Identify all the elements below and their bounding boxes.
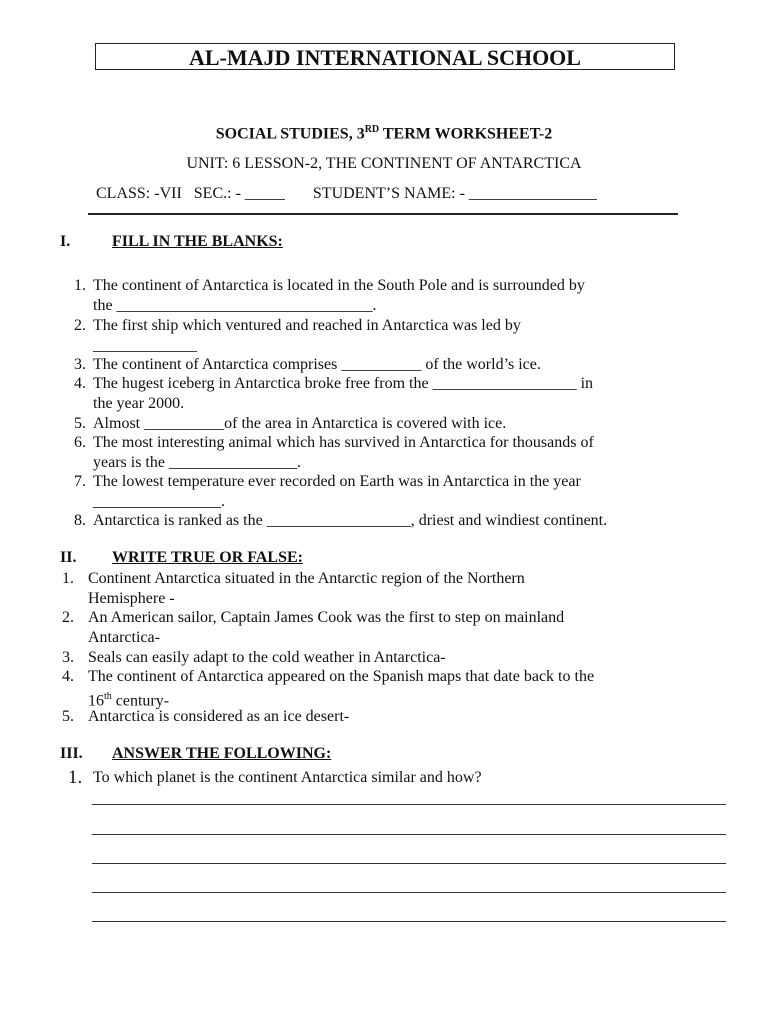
answer-line[interactable] [92, 921, 726, 922]
ordinal-suffix: th [104, 691, 112, 702]
section-title: FILL IN THE BLANKS: [112, 233, 283, 250]
item-text: the ________________________________. [93, 297, 377, 314]
school-name: AL-MAJD INTERNATIONAL SCHOOL [95, 43, 675, 70]
item-text: Seals can easily adapt to the cold weather in Antarctica- [88, 649, 446, 666]
item-text: Antarctica is ranked as the __________________, driest and windiest continent. [93, 512, 608, 529]
title-superscript: RD [364, 124, 380, 135]
section-title: WRITE TRUE OR FALSE: [112, 549, 303, 566]
item-number: 1. [74, 277, 86, 294]
item-text: the year 2000. [93, 395, 185, 412]
section-number: III. [60, 745, 83, 762]
section-number: I. [60, 233, 71, 250]
item-text: Hemisphere - [88, 590, 175, 607]
class-student-line: CLASS: -VII SEC.: - _____ STUDENT’S NAME: - ________________ [96, 185, 597, 202]
item-text: The continent of Antarctica appeared on the Spanish maps that date back to the [88, 668, 595, 685]
item-number: 5. [62, 708, 74, 725]
item-text: The hugest iceberg in Antarctica broke free from the __________________ in [93, 375, 594, 392]
item-text: Antarctica is considered as an ice desert- [88, 708, 350, 725]
item-number: 2. [62, 609, 74, 626]
item-text: The most interesting animal which has survived in Antarctica for thousands of [93, 434, 594, 451]
answer-line[interactable] [92, 804, 726, 805]
item-number: 5. [74, 415, 86, 432]
item-number: 6. [74, 434, 86, 451]
item-text: Continent Antarctica situated in the Antarctic region of the Northern [88, 570, 525, 587]
item-text: The first ship which ventured and reached in Antarctica was led by [93, 317, 521, 334]
section-title: ANSWER THE FOLLOWING: [112, 745, 332, 762]
item-text: Antarctica- [88, 629, 160, 646]
item-text: Almost __________of the area in Antarctica is covered with ice. [93, 415, 507, 432]
item-number: 2. [74, 317, 86, 334]
header-divider [88, 213, 678, 215]
item-number: 8. [74, 512, 86, 529]
ordinal-number: 16 [88, 692, 104, 710]
answer-line[interactable] [92, 892, 726, 893]
item-text: years is the ________________. [93, 454, 301, 471]
item-number: 4. [74, 375, 86, 392]
item-number: 1. [62, 570, 74, 587]
item-text-tail: century- [111, 692, 170, 710]
item-number: 7. [74, 473, 86, 490]
item-text: The lowest temperature ever recorded on Earth was in Antarctica in the year [93, 473, 581, 490]
worksheet-title [0, 124, 768, 143]
answer-line[interactable] [92, 834, 726, 835]
unit-line: UNIT: 6 LESSON-2, THE CONTINENT OF ANTARCTICA [186, 155, 582, 172]
section-number: II. [60, 549, 77, 566]
title-post: TERM WORKSHEET-2 [379, 125, 553, 143]
title-pre: SOCIAL STUDIES, 3 [215, 125, 365, 143]
item-number: 3. [62, 649, 74, 666]
item-text: _____________ [93, 337, 197, 354]
answer-line[interactable] [92, 863, 726, 864]
item-number: 4. [62, 668, 74, 685]
item-text: To which planet is the continent Antarctica similar and how? [93, 769, 482, 786]
item-text: The continent of Antarctica comprises __________ of the world’s ice. [93, 356, 541, 373]
item-number: 3. [74, 356, 86, 373]
item-text: ________________. [93, 493, 225, 510]
item-text: The continent of Antarctica is located in the South Pole and is surrounded by [93, 277, 585, 294]
item-number: 1. [68, 767, 83, 788]
item-text: An American sailor, Captain James Cook was the first to step on mainland [88, 609, 565, 626]
